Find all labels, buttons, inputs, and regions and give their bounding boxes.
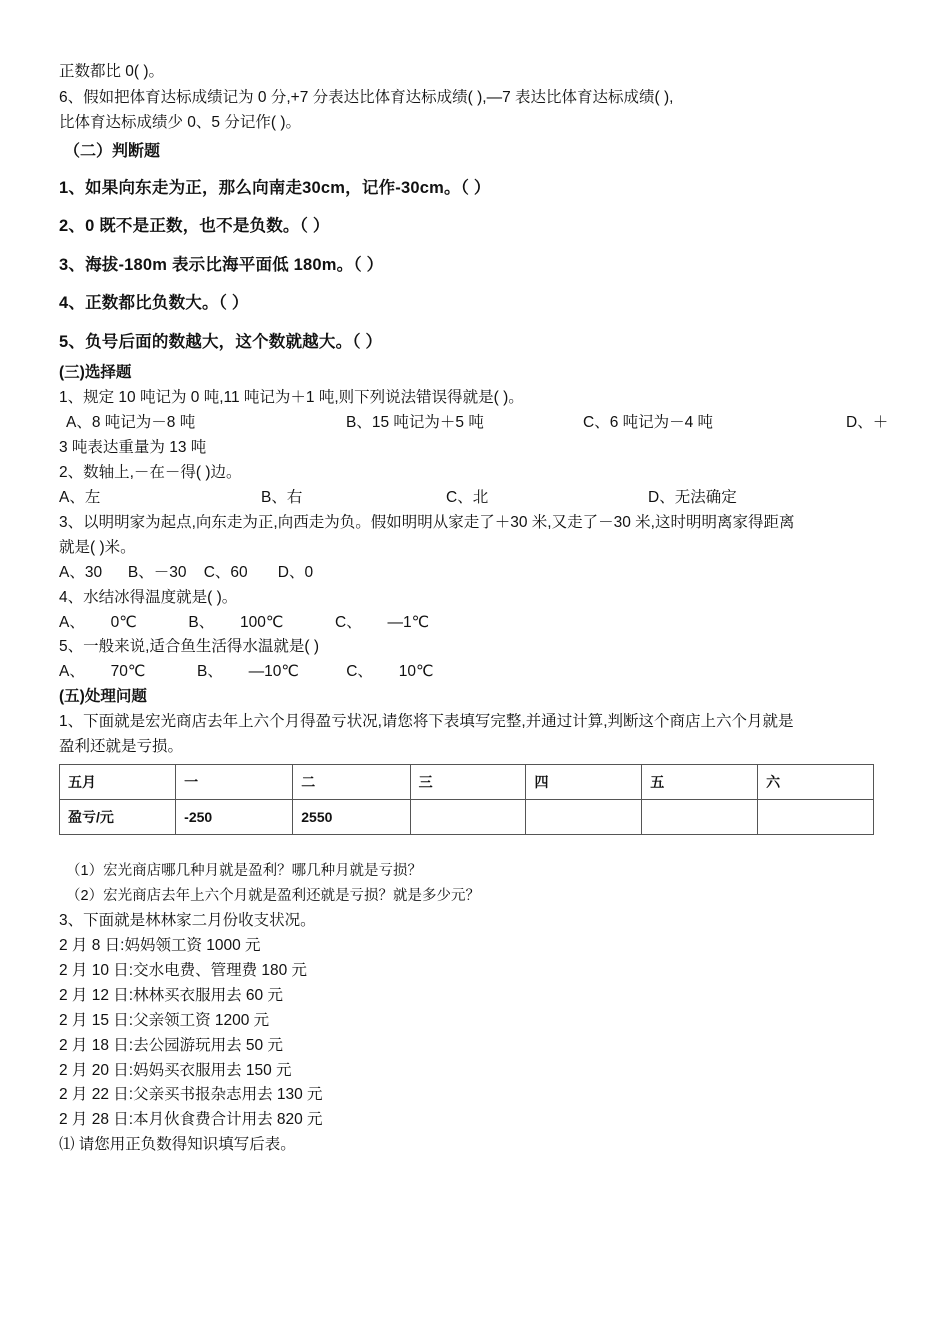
list-item: 2 月 20 日:妈妈买衣服用去 150 元 — [59, 1062, 292, 1079]
table-cell-blank — [642, 800, 758, 835]
table-header-cell: 四 — [526, 765, 642, 800]
choice-2-option-c: C、北 — [446, 489, 489, 506]
table-cell-blank — [758, 800, 874, 835]
fill-line-1: 正数都比 0( )。 — [59, 63, 165, 80]
table-header-cell: 三 — [410, 765, 526, 800]
solve-sub-question-1: （1）宏光商店哪几种月就是盈利？哪几种月就是亏损？ — [66, 863, 423, 879]
list-item: 2 月 8 日:妈妈领工资 1000 元 — [59, 937, 261, 954]
table-cell-blank — [410, 800, 526, 835]
list-item: 2 月 15 日:父亲领工资 1200 元 — [59, 1012, 270, 1029]
choice-5-options: A、 70℃ B、 —10℃ C、 10℃ — [59, 663, 434, 680]
choice-question-3: 3、以明明家为起点,向东走为正,向西走为负。假如明明从家走了＋30 米,又走了－30 米,这时明明离家得距离 — [59, 514, 795, 531]
table-header-cell: 一 — [176, 765, 293, 800]
table-cell: 2550 — [293, 800, 410, 835]
choice-question-3-cont: 就是( )米。 — [59, 539, 136, 556]
table-cell: -250 — [176, 800, 293, 835]
choice-1-option-d: D、＋ — [846, 414, 889, 431]
table-cell-blank — [526, 800, 642, 835]
choice-question-4: 4、水结冰得温度就是( )。 — [59, 589, 238, 606]
solve-problem-1: 1、下面就是宏光商店去年上六个月得盈亏状况,请您将下表填写完整,并通过计算,判断这个商店上六个月就是 — [59, 713, 794, 730]
list-item: 2 月 10 日:交水电费、管理费 180 元 — [59, 962, 308, 979]
solve-problem-1-cont: 盈利还就是亏损。 — [59, 738, 184, 755]
table-header-cell: 六 — [758, 765, 874, 800]
judge-section-title: （二）判断题 — [64, 143, 161, 160]
table-row — [60, 800, 874, 835]
choice-question-5: 5、一般来说,适合鱼生活得水温就是( ) — [59, 638, 320, 655]
fill-question-6-cont: 比体育达标成绩少 0、5 分记作( )。 — [59, 114, 301, 131]
choice-1-option-b: B、15 吨记为＋5 吨 — [346, 414, 484, 431]
list-item: 2 月 28 日:本月伙食费合计用去 820 元 — [59, 1111, 323, 1128]
profit-loss-table — [59, 764, 874, 835]
list-item: 2 月 18 日:去公园游玩用去 50 元 — [59, 1037, 283, 1054]
choice-question-2: 2、数轴上,－在－得( )边。 — [59, 464, 242, 481]
choice-question-1: 1、规定 10 吨记为 0 吨,11 吨记为＋1 吨,则下列说法错误得就是( )。 — [59, 389, 524, 406]
choice-2-option-a: A、左 — [59, 489, 101, 506]
judge-item-1: 1、如果向东走为正，那么向南走30cm，记作-30cm。（ ） — [59, 179, 491, 197]
choice-1-option-d-cont: 3 吨表达重量为 13 吨 — [59, 439, 207, 456]
solve-problem-3: 3、下面就是林林家二月份收支状况。 — [59, 912, 316, 929]
list-item: 2 月 12 日:林林买衣服用去 60 元 — [59, 987, 283, 1004]
judge-item-5: 5、负号后面的数越大，这个数就越大。（ ） — [59, 333, 383, 351]
choice-4-options: A、 0℃ B、 100℃ C、 —1℃ — [59, 614, 430, 631]
table-header-cell: 二 — [293, 765, 410, 800]
table-cell: 盈亏/元 — [60, 800, 176, 835]
choice-2-option-d: D、无法确定 — [648, 489, 737, 506]
choice-1-option-a: A、8 吨记为－8 吨 — [66, 414, 196, 431]
choice-section-title: (三)选择题 — [59, 364, 132, 381]
judge-item-4: 4、正数都比负数大。（ ） — [59, 294, 249, 312]
table-header-cell: 五月 — [60, 765, 176, 800]
choice-3-options: A、30 B、－30 C、60 D、0 — [59, 564, 314, 581]
judge-item-3: 3、海拔-180m 表示比海平面低 180m。（ ） — [59, 256, 384, 274]
list-item: 2 月 22 日:父亲买书报杂志用去 130 元 — [59, 1086, 323, 1103]
table-header-row — [60, 765, 874, 800]
choice-2-option-b: B、右 — [261, 489, 303, 506]
choice-1-option-c: C、6 吨记为－4 吨 — [583, 414, 714, 431]
solve-sub-question-2: （2）宏光商店去年上六个月就是盈利还就是亏损？就是多少元？ — [66, 888, 481, 904]
solve-section-title: (五)处理问题 — [59, 688, 147, 705]
solve-instruction: ⑴ 请您用正负数得知识填写后表。 — [59, 1136, 296, 1153]
fill-question-6: 6、假如把体育达标成绩记为 0 分,+7 分表达比体育达标成绩( ),—7 表达比体育达标成绩( ), — [59, 89, 674, 106]
judge-item-2: 2、0 既不是正数，也不是负数。（ ） — [59, 217, 330, 235]
table-header-cell: 五 — [642, 765, 758, 800]
